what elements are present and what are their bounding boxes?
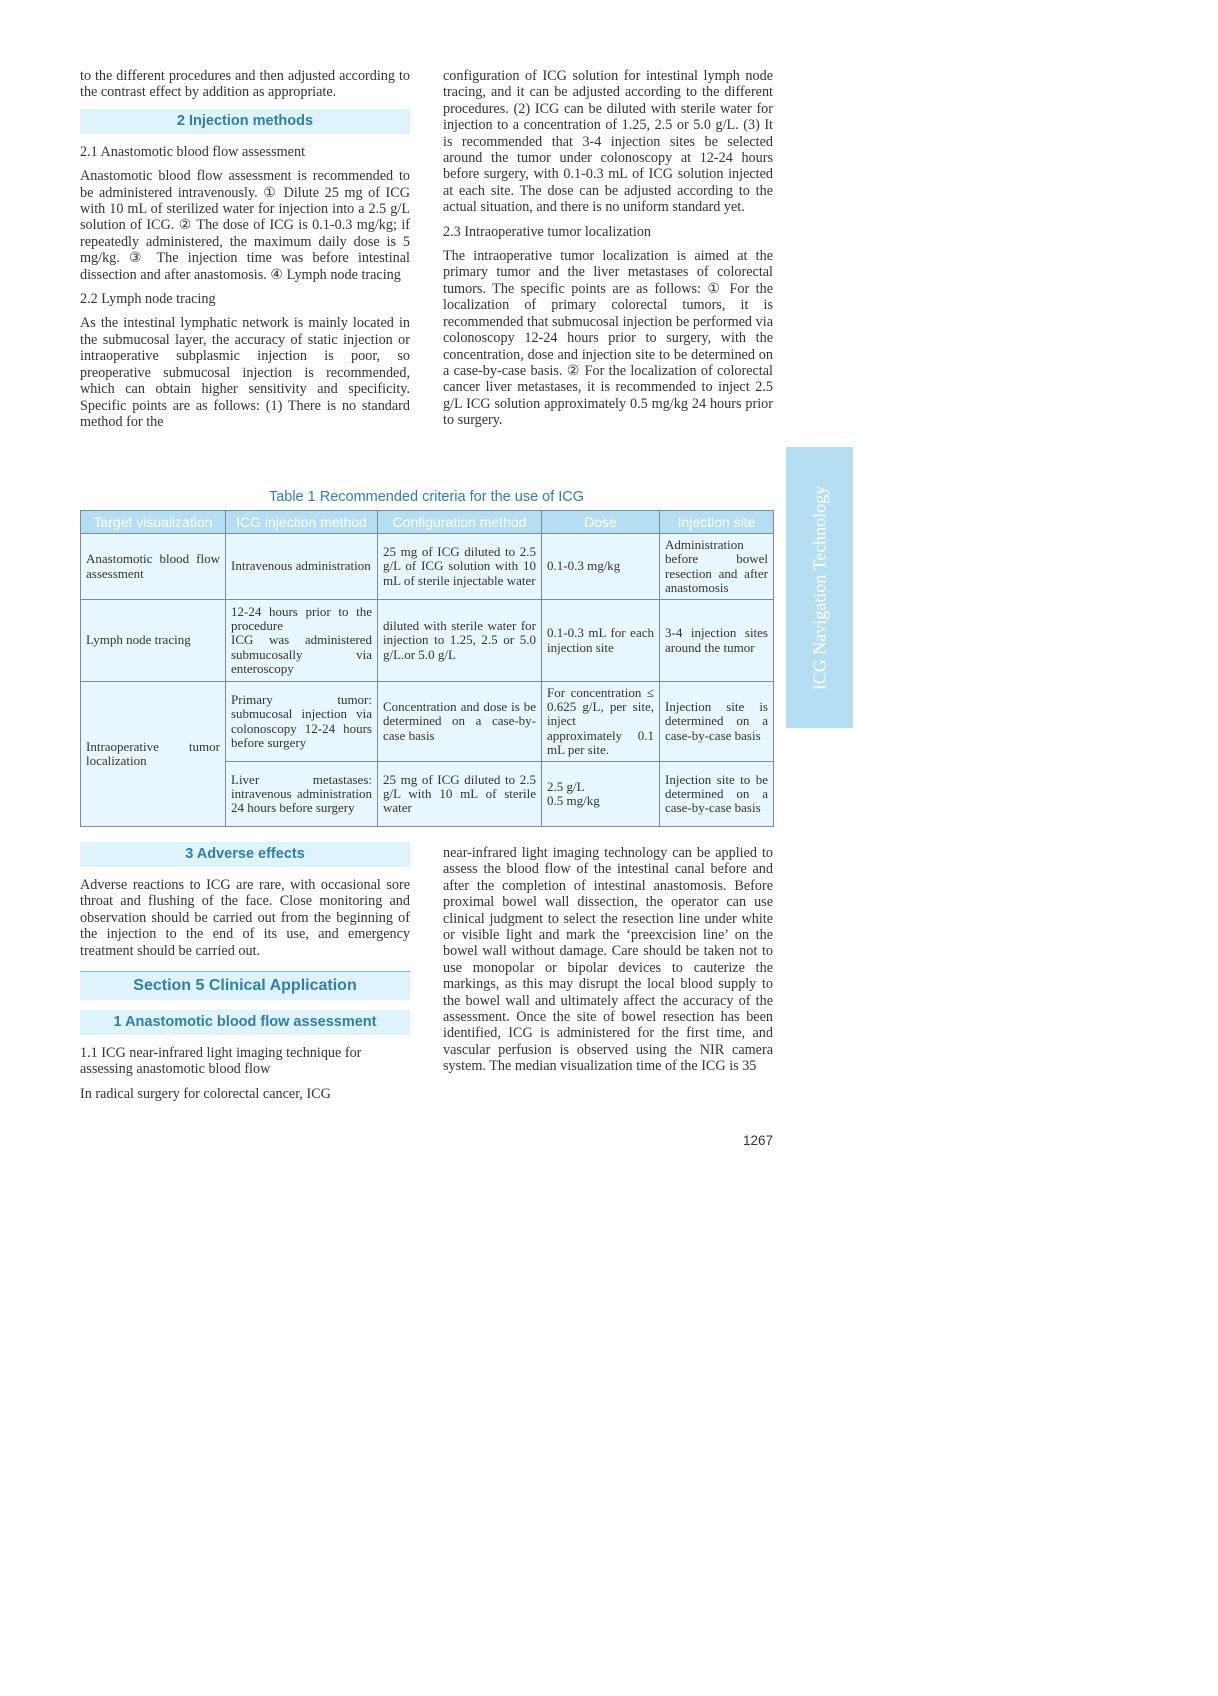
table-cell: Lymph node tracing — [81, 600, 226, 682]
paragraph-start: In radical surgery for colorectal cancer, ICG — [80, 1085, 331, 1102]
paragraph-nir-imaging: near-infrared light imaging technology can be applied to assess the blood flow of the intestinal canal before and after the completion of intestinal anastomosis. Before proximal bowel wall dissection, the operator can use clinical judgment to select the resection line under white or visible light and mark the ‘preexcision line’ on the bowel wall without damage. Care should be taken not to use monopolar or bipolar devices to cauterize the markings, as this may disrupt the local blood supply to the bowel wall and ultimately affect the accuracy of the assessment. Once the site of bowel resection has been identified, ICG is administered for the first time, and vascular perfusion is observed using the NIR camera system. The median visualization time of the ICG is 35 — [443, 845, 773, 1075]
table-cell: Administration before bowel resection and after anastomosis — [660, 534, 774, 600]
subheading-1-1: 1.1 ICG near-infrared light imaging technique for assessing anastomotic blood flow — [80, 1045, 362, 1078]
right-column-bottom — [443, 845, 773, 1083]
table-header-cell: Configuration method — [378, 511, 542, 534]
table-row — [81, 600, 774, 682]
table-cell: 12-24 hours prior to the procedure ICG was administered submucosally via enteroscopy — [226, 600, 378, 682]
table-caption: Table 1 Recommended criteria for the use of ICG — [268, 489, 585, 505]
paragraph-continuation: configuration of ICG solution for intestinal lymph node tracing, and it can be adjusted according to the different procedures. (2) ICG can be diluted with sterile water for injection to a concentration of 1.25, 2.5 or 5.0 g/L. (3) It is recommended that 3-4 injection sites be selected around the tumor under colonoscopy at 12-24 hours before surgery, with 0.1-0.3 mL of ICG solution injected at each site. The dose can be adjusted according to the actual situation, and there is no uniform standard yet. — [443, 68, 773, 216]
side-tab — [786, 447, 853, 728]
table-cell: 3-4 injection sites around the tumor — [660, 600, 774, 682]
side-tab-label: ICG Navigation Technology — [809, 485, 829, 690]
paragraph-2-3: The intraoperative tumor localization is aimed at the primary tumor and the liver metastases of colorectal tumors. The specific points are as follows: ① For the localization of primary colorectal tumors, it is recommended that submucosal injection be performed via colonoscopy 12-24 hours prior to surgery, with the concentration, dose and injection site to be determined on a case-by-case basis. ② For the localization of colorectal cancer liver metastases, it is recommended to inject 2.5 g/L ICG solution approximately 0.5 mg/kg 24 hours prior to surgery. — [443, 248, 773, 429]
table-header-cell: Target visualization — [81, 511, 226, 534]
icg-criteria-table — [80, 510, 774, 827]
paragraph-2-1: Anastomotic blood flow assessment is recommended to be administered intravenously. ① Dilute 25 mg of ICG with 10 mL of sterilized water for injection into a 2.5 g/L solution of ICG. ② The dose of ICG is 0.1-0.3 mg/kg; if repeatedly administered, the maximum daily dose is 5 mg/kg. ③ The injection time was before intestinal dissection and after anastomosis. ④ Lymph node tracing — [80, 168, 410, 283]
paragraph-2-2: As the intestinal lymphatic network is mainly located in the submucosal layer, the accuracy of static injection or intraoperative subplasmic injection is poor, so preoperative submucosal injection is recommended, which can obtain higher sensitivity and specificity. Specific points are as follows: (1) There is no standard method for the — [80, 315, 410, 430]
page-number: 1267 — [742, 1133, 773, 1148]
subheading-2-2: 2.2 Lymph node tracing — [80, 291, 216, 308]
right-column-top — [443, 68, 773, 437]
table-header-row — [81, 511, 774, 534]
table-cell: 0.1-0.3 mg/kg — [542, 534, 660, 600]
paragraph-adverse-effects: Adverse reactions to ICG are rare, with occasional sore throat and flushing of the face. Close monitoring and observation should be carried out from the beginning of the injection to the end of its use, and emergency treatment should be carried out. — [80, 877, 410, 959]
table-cell: 2.5 g/L 0.5 mg/kg — [542, 762, 660, 827]
table-row — [81, 534, 774, 600]
subheading-2-1: 2.1 Anastomotic blood flow assessment — [80, 143, 306, 160]
subheading-2-3: 2.3 Intraoperative tumor localization — [443, 223, 652, 240]
table-cell: diluted with sterile water for injection to 1.25, 2.5 or 5.0 g/L.or 5.0 g/L — [378, 600, 542, 682]
table-cell: For concentration ≤ 0.625 g/L, per site, inject approximately 0.1 mL per site. — [542, 682, 660, 762]
table-cell: 0.1-0.3 mL for each injection site — [542, 600, 660, 682]
table-cell: Concentration and dose is be determined on a case-by-case basis — [378, 682, 542, 762]
table-cell: Intravenous administration — [226, 534, 378, 600]
table-cell: 25 mg of ICG diluted to 2.5 g/L of ICG solution with 10 mL of sterile injectable water — [378, 534, 542, 600]
table-cell: 25 mg of ICG diluted to 2.5 g/L with 10 mL of sterile water — [378, 762, 542, 827]
table-header-cell: Injection site — [660, 511, 774, 534]
table-cell: Intraoperative tumor localization — [81, 682, 226, 827]
table-cell: Primary tumor: submucosal injection via colonoscopy 12-24 hours before surgery — [226, 682, 378, 762]
heading-injection-methods: 2 Injection methods — [80, 109, 410, 134]
table-header-cell: ICG injection method — [226, 511, 378, 534]
table-cell: Liver metastases: intravenous administration 24 hours before surgery — [226, 762, 378, 827]
table-cell: Injection site is determined on a case-by-case basis — [660, 682, 774, 762]
heading-adverse-effects: 3 Adverse effects — [80, 842, 410, 867]
intro-paragraph: to the different procedures and then adjusted according to the contrast effect by addition as appropriate. — [80, 68, 410, 101]
left-column-bottom — [80, 838, 410, 1110]
table-header-cell: Dose — [542, 511, 660, 534]
table-row — [81, 682, 774, 762]
table-cell: Injection site to be determined on a case-by-case basis — [660, 762, 774, 827]
left-column-top — [80, 68, 410, 438]
heading-section-5: Section 5 Clinical Application — [80, 971, 410, 1000]
table-cell: Anastomotic blood flow assessment — [81, 534, 226, 600]
heading-anastomotic-assessment: 1 Anastomotic blood flow assessment — [80, 1010, 410, 1035]
